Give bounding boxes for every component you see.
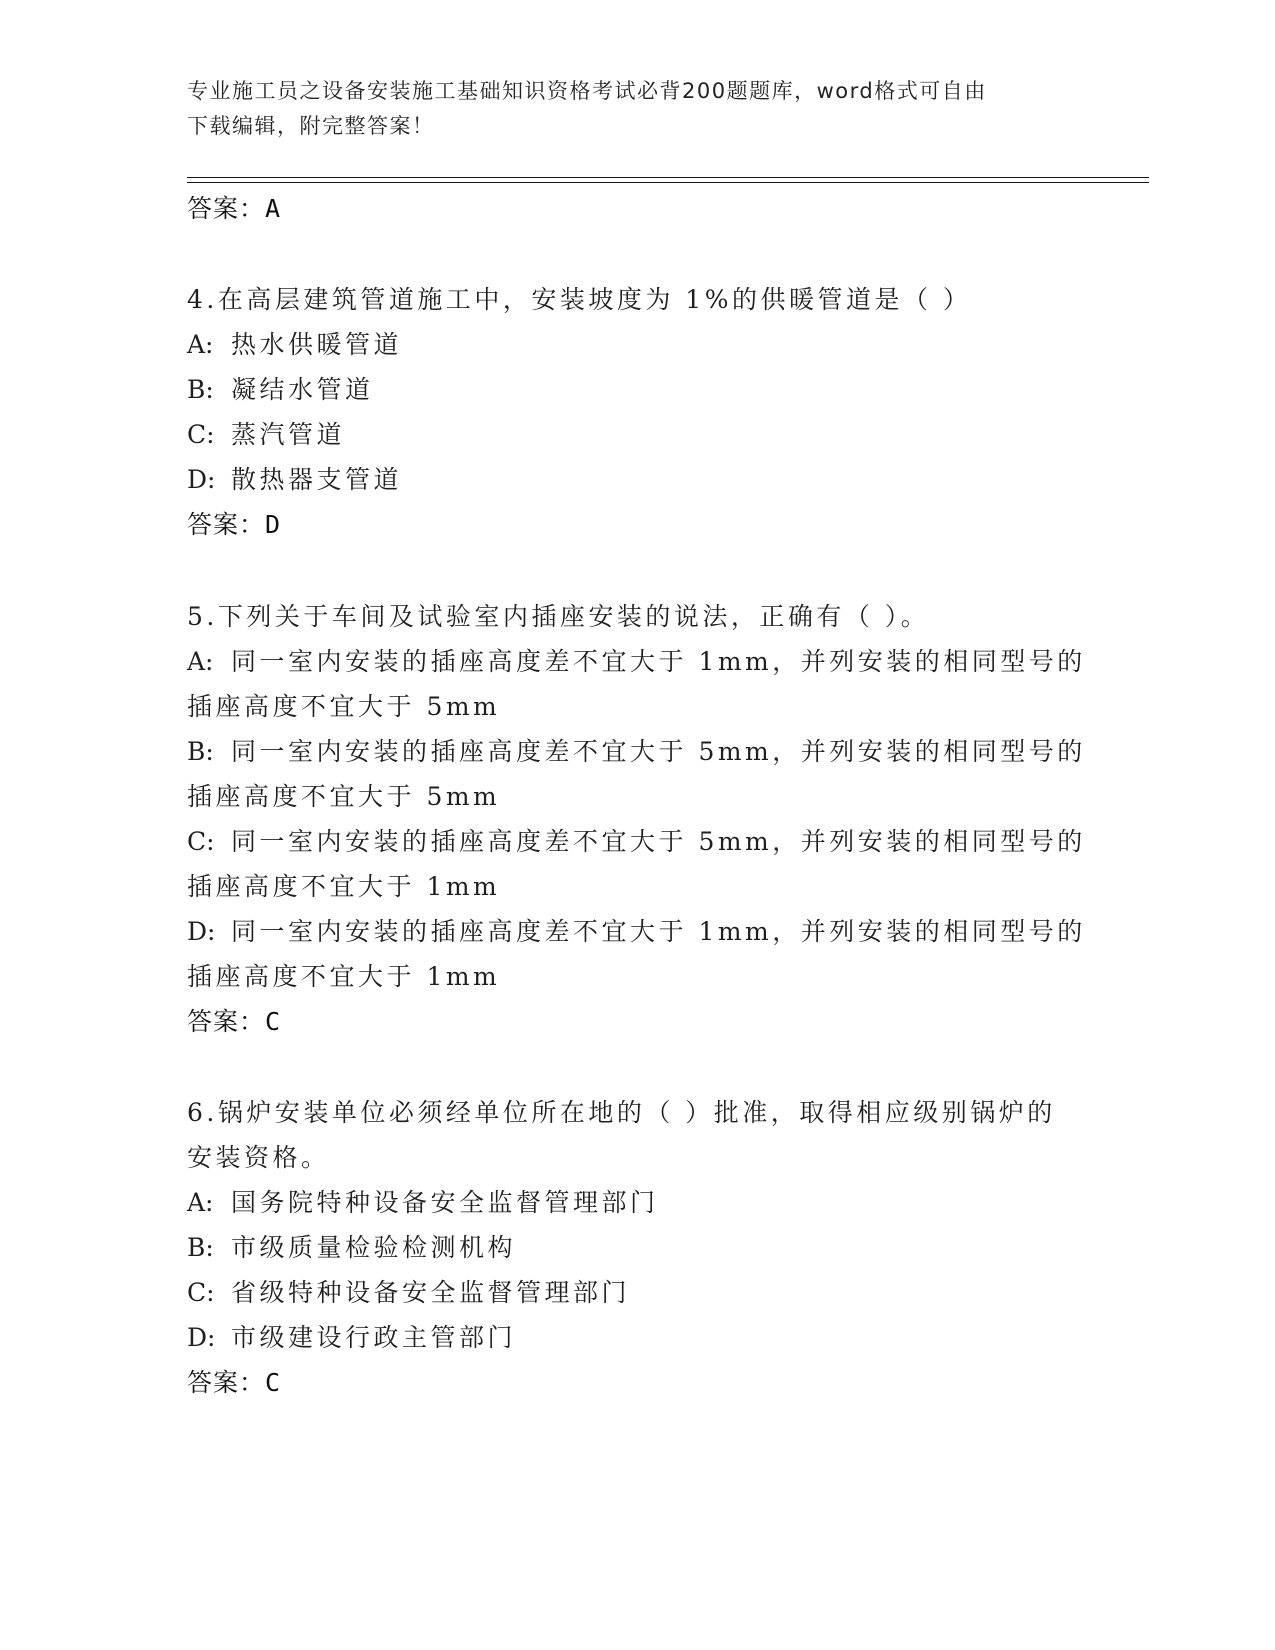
question-5-answer <box>187 1006 281 1038</box>
answer-value: A <box>265 194 282 223</box>
question-6-answer <box>187 1367 281 1399</box>
question-5-option-c-cont: 插座高度不宜大于 1mm <box>187 872 501 901</box>
option-text: 市级质量检验检测机构 <box>231 1233 517 1262</box>
question-4-option-a <box>187 329 402 361</box>
option-key: B: <box>187 737 214 766</box>
question-4-stem: 4.在高层建筑管道施工中，安装坡度为 1%的供暖管道是（ ） <box>187 285 972 314</box>
answer-label: 答案： <box>187 1368 266 1397</box>
question-5-option-a-cont: 插座高度不宜大于 5mm <box>187 692 501 721</box>
question-4-option-c <box>187 419 345 451</box>
option-text: 国务院特种设备安全监督管理部门 <box>231 1188 659 1217</box>
question-6-option-b <box>187 1232 516 1264</box>
question-6-stem: 6.锅炉安装单位必须经单位所在地的（ ）批准，取得相应级别锅炉的 <box>187 1098 1056 1127</box>
header-divider-bottom <box>187 182 1149 183</box>
prev-answer <box>187 193 281 225</box>
option-text: 同一室内安装的插座高度差不宜大于 5mm，并列安装的相同型号的 <box>231 737 1086 766</box>
question-5-option-c <box>187 826 1086 858</box>
answer-value: D <box>265 510 282 539</box>
header-line-2: 下载编辑，附完整答案！ <box>187 114 435 138</box>
question-6-option-c <box>187 1277 630 1309</box>
question-4-answer <box>187 509 281 541</box>
option-key: C: <box>187 827 215 856</box>
option-text: 市级建设行政主管部门 <box>231 1323 517 1352</box>
option-key: B: <box>187 375 214 404</box>
answer-label: 答案： <box>187 1007 266 1036</box>
question-5-option-d-cont: 插座高度不宜大于 1mm <box>187 962 501 991</box>
question-5-option-d <box>187 916 1086 948</box>
option-key: B: <box>187 1233 214 1262</box>
answer-value: C <box>265 1368 282 1397</box>
option-text: 同一室内安装的插座高度差不宜大于 5mm，并列安装的相同型号的 <box>231 827 1086 856</box>
question-5-option-b <box>187 736 1086 768</box>
option-key: D: <box>187 917 216 946</box>
option-text: 蒸汽管道 <box>231 420 346 449</box>
option-text: 省级特种设备安全监督管理部门 <box>231 1278 631 1307</box>
header-line-1: 专业施工员之设备安装施工基础知识资格考试必背200题题库，word格式可自由 <box>187 79 987 103</box>
option-key: D: <box>187 465 216 494</box>
question-6-option-d <box>187 1322 516 1354</box>
question-4-option-b <box>187 374 374 406</box>
option-text: 同一室内安装的插座高度差不宜大于 1mm，并列安装的相同型号的 <box>231 917 1086 946</box>
document-header <box>187 74 1087 144</box>
question-5-stem: 5.下列关于车间及试验室内插座安装的说法，正确有（ ）。 <box>187 602 930 631</box>
option-key: A: <box>187 1188 214 1217</box>
option-text: 热水供暖管道 <box>231 330 403 359</box>
option-text: 同一室内安装的插座高度差不宜大于 1mm，并列安装的相同型号的 <box>231 647 1086 676</box>
question-5-option-a <box>187 646 1086 678</box>
question-4-option-d <box>187 464 402 496</box>
answer-label: 答案： <box>187 194 266 223</box>
option-key: C: <box>187 1278 215 1307</box>
header-divider-top <box>187 177 1149 178</box>
option-key: D: <box>187 1323 216 1352</box>
question-5-option-b-cont: 插座高度不宜大于 5mm <box>187 782 501 811</box>
question-6-option-a <box>187 1187 659 1219</box>
question-6-stem-cont: 安装资格。 <box>187 1143 330 1172</box>
option-key: A: <box>187 330 214 359</box>
answer-label: 答案： <box>187 510 266 539</box>
option-key: C: <box>187 420 215 449</box>
option-text: 散热器支管道 <box>231 465 403 494</box>
option-key: A: <box>187 647 214 676</box>
answer-value: C <box>265 1007 282 1036</box>
option-text: 凝结水管道 <box>231 375 374 404</box>
